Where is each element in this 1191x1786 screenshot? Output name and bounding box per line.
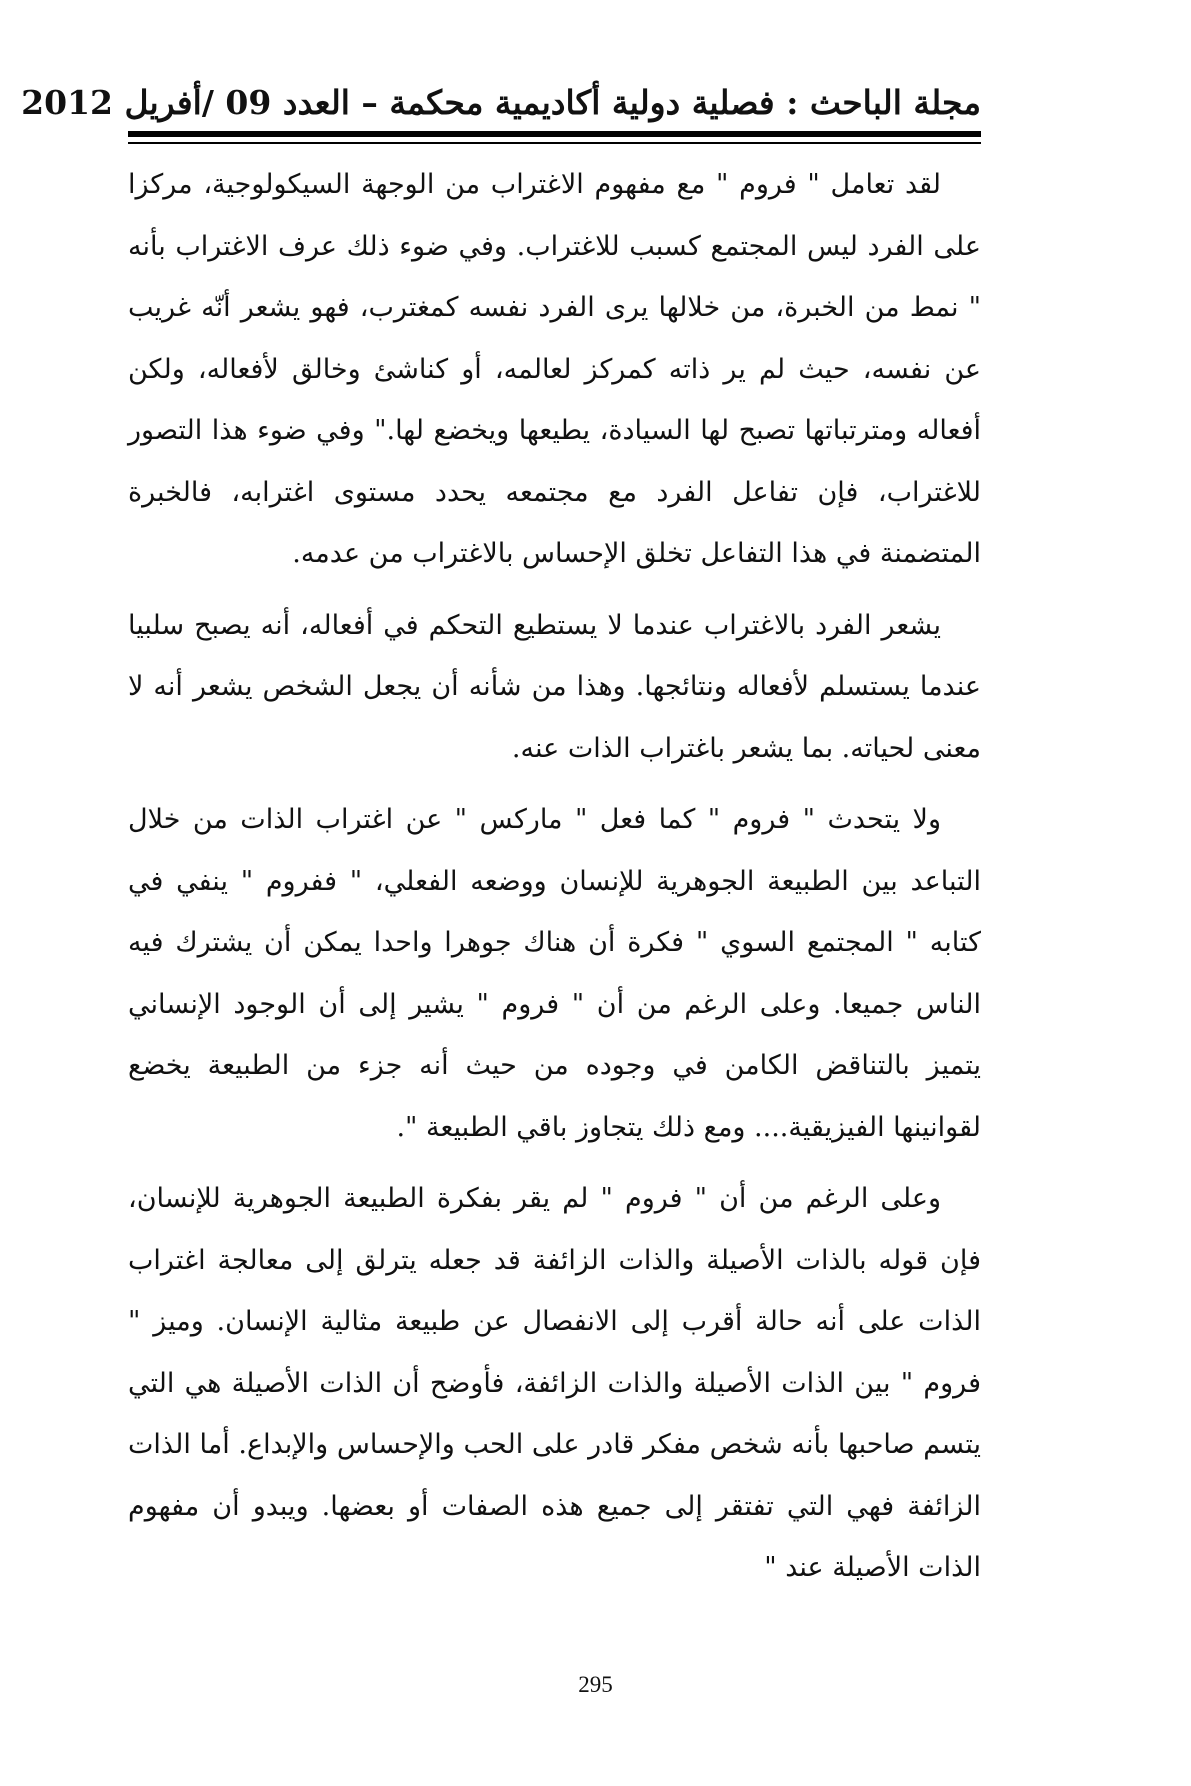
paragraph-3: ولا يتحدث " فروم " كما فعل " ماركس " عن اغتراب الذات من خلال التباعد بين الطبيعة الجوهرية للإنسان ووضعه الفعلي، " ففروم " ينفي في كتابه " المجتمع السوي " فكرة أن هناك جوهرا واحدا يمكن أن يشترك فيه الناس جميعا. وعلى الرغم من أن " فروم " يشير إلى أن الوجود الإنساني يتميز بالتناقض الكامن في وجوده من حيث أنه جزء من الطبيعة يخضع لقوانينها الفيزيقية.... ومع ذلك يتجاوز باقي الطبيعة ". xyxy=(128,804,981,1143)
header-rule-thick xyxy=(128,131,981,137)
paragraph-2: يشعر الفرد بالاغتراب عندما لا يستطيع التحكم في أفعاله، أنه يصبح سلبيا عندما يستسلم لأفعاله ونتائجها. وهذا من شأنه أن يجعل الشخص يشعر أنه لا معنى لحياته. بما يشعر باغتراب الذات عنه. xyxy=(128,609,981,764)
journal-header: مجلة الباحث : فصلية دولية أكاديمية محكمة – العدد 09 /أفريل 2012 xyxy=(21,83,981,122)
page-number: 295 xyxy=(578,1672,613,1697)
article-body xyxy=(128,154,981,1609)
header-rule-thin xyxy=(128,142,981,144)
paragraph-4: وعلى الرغم من أن " فروم " لم يقر بفكرة الطبيعة الجوهرية للإنسان، فإن قوله بالذات الأصيلة والذات الزائفة قد جعله يترلق إلى معالجة اغتراب الذات على أنه حالة أقرب إلى الانفصال عن طبيعة مثالية الإنسان. وميز " فروم " بين الذات الأصيلة والذات الزائفة، فأوضح أن الذات الأصيلة هي التي يتسم صاحبها بأنه شخص مفكر قادر على الحب والإحساس والإبداع. أما الذات الزائفة فهي التي تفتقر إلى جميع هذه الصفات أو بعضها. ويبدو أن مفهوم الذات الأصيلة عند " xyxy=(128,1183,981,1583)
paragraph-1: لقد تعامل " فروم " مع مفهوم الاغتراب من الوجهة السيكولوجية، مركزا على الفرد ليس المجتمع كسبب للاغتراب. وفي ضوء ذلك عرف الاغتراب بأنه " نمط من الخبرة، من خلالها يرى الفرد نفسه كمغترب، فهو يشعر أنّه غريب عن نفسه، حيث لم ير ذاته كمركز لعالمه، أو كناشئ وخالق لأفعاله، ولكن أفعاله ومترتباتها تصبح لها السيادة، يطيعها ويخضع لها." وفي ضوء هذا التصور للاغتراب، فإن تفاعل الفرد مع مجتمعه يحدد مستوى اغترابه، فالخبرة المتضمنة في هذا التفاعل تخلق الإحساس بالاغتراب من عدمه. xyxy=(128,169,981,569)
